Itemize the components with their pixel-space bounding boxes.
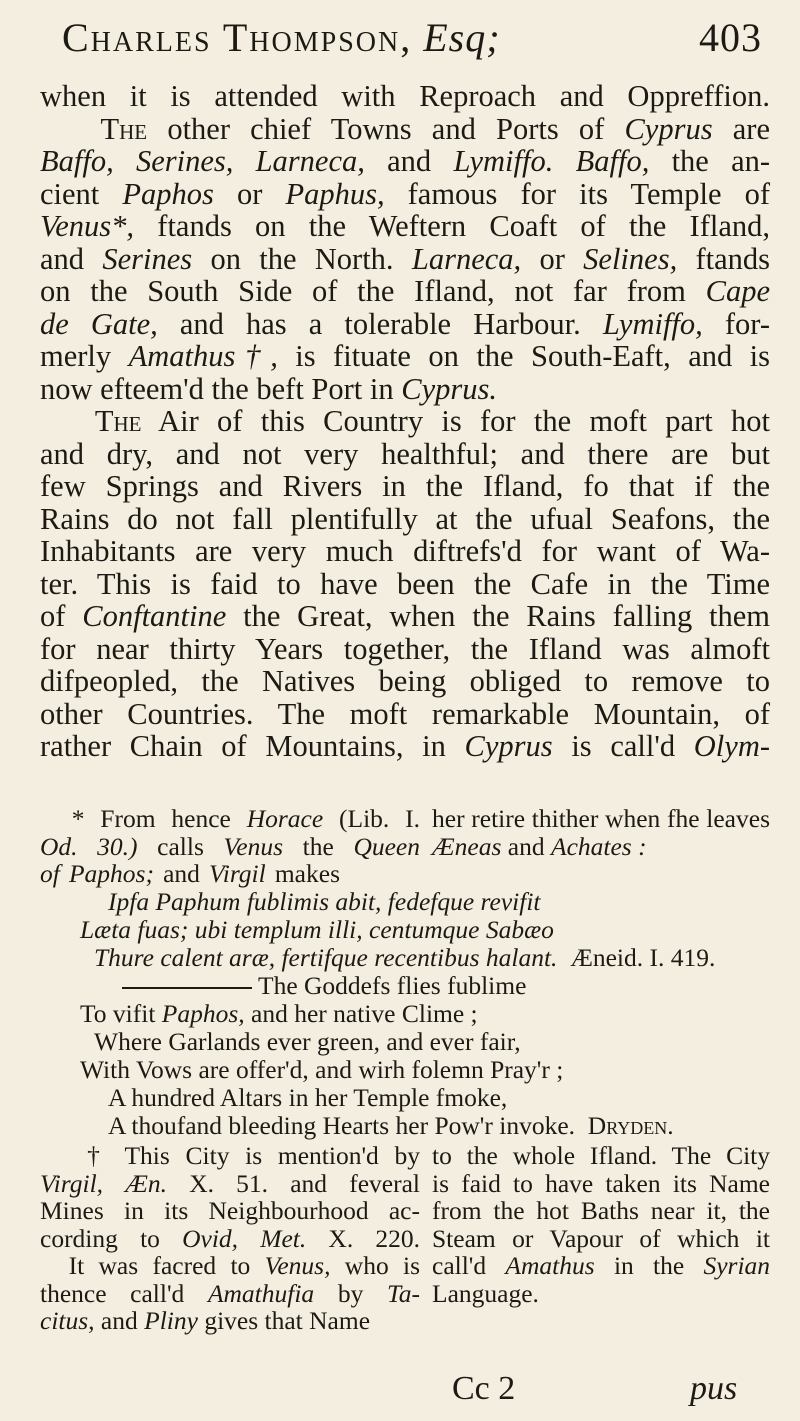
main-text [40, 80, 770, 763]
verse-line: A hundred Altars in her Temple fmoke, [108, 1083, 508, 1112]
footnote-row: † This City is mention'd by to the whole Ifland. The City [87, 1141, 770, 1170]
text-line: when it is attended with Reproach and Oppreffion. [40, 79, 770, 113]
footnote-row: citus, and Pliny gives that Name [40, 1306, 371, 1335]
text-line: merly Amathus†, is fituate on the South-Eaft, and is [40, 339, 771, 373]
text-line: Venus*, ftands on the Weftern Coaft of the Ifland, [40, 209, 770, 243]
text-line: difpeopled, the Natives being obliged to remove to [40, 664, 770, 698]
text-line: of Conftantine the Great, when the Rains falling them [40, 599, 771, 633]
rule-line [122, 987, 252, 989]
text-line: now efteem'd the beft Port in Cyprus. [40, 371, 497, 406]
text-line: cient Paphos or Paphus, famous for its Temple of [40, 176, 770, 211]
footnote-row: * From hence Horace (Lib. I. her retire thither when fhe leaves [71, 804, 770, 833]
page-number: 403 [699, 15, 762, 60]
running-title: Charles Thompson, [62, 15, 413, 60]
footnote-row: Virgil, Æn. X. 51. and feveral is faid to have taken its Name [40, 1168, 770, 1198]
text-line: de Gate, and has a tolerable Harbour. Lymiffo, for- [40, 306, 770, 341]
footnote-row: Mines in its Neighbourhood ac- from the hot Baths near it, the [40, 1196, 770, 1225]
verse-line: Thure calent aræ, fertifque recentibus halant. Æneid. I. 419. [94, 943, 716, 972]
verse-line: Where Garlands ever green, and ever fair, [94, 1027, 521, 1056]
text-line: Baffo, Serines, Larneca, and Lymiffo. Baffo, the an- [40, 144, 771, 178]
text-line: few Springs and Rivers in the Ifland, fo that if the [40, 469, 770, 503]
text-line: Rains do not fall plentifully at the ufual Seafons, the [40, 501, 770, 536]
footnote-row: It was facred to Venus, who is call'd Amathus in the Syrian [68, 1251, 771, 1280]
text-line: on the South Side of the Ifland, not far from Cape [40, 274, 771, 308]
footnote-row: of Paphos; and Virgil makes [40, 859, 340, 888]
footnote-row: Od. 30.) calls Venus the Queen Æneas and Achates : [40, 831, 647, 861]
text-line: ter. This is faid to have been the Cafe in the Time [40, 566, 770, 601]
catchword: pus [690, 1370, 738, 1407]
footnote-row: thence call'd Amathufia by Ta- Language. [40, 1278, 539, 1308]
verse-line: With Vows are offer'd, and wirh folemn Pray'r ; [80, 1055, 564, 1084]
verse-line: The Goddefs flies fublime [122, 972, 526, 1000]
text-line: and dry, and not very healthful; and there are but [40, 436, 770, 471]
text-line: The other chief Towns and Ports of Cyprus are [100, 111, 770, 146]
running-title-esq: Esq; [423, 15, 501, 60]
footnote-columns [40, 1142, 770, 1335]
footnote-row: cording to Ovid, Met. X. 220. Steam or Vapour of which it [40, 1223, 770, 1253]
text-line: for near thirty Years together, the Ifland was almoft [40, 631, 770, 666]
text-line: other Countries. The moft remarkable Mountain, of [40, 696, 770, 731]
text-line: rather Chain of Mountains, in Cyprus is call'd Olym- [40, 729, 771, 763]
footnotes [40, 804, 771, 1335]
verse-line: To vifit Paphos, and her native Clime ; [80, 999, 478, 1028]
verse-line: Læta fuas; ubi templum illi, centumque Sabæo [80, 915, 554, 944]
text-line: and Serines on the North. Larneca, or Selines, ftands [40, 241, 771, 276]
verse-line: A thoufand bleeding Hearts her Pow'r invoke. Dryden. [108, 1111, 674, 1140]
running-head [62, 14, 762, 74]
text-line: Inhabitants are very much diftrefs'd for want of Wa- [40, 534, 770, 568]
text-line: The Air of this Country is for the moft part hot [94, 404, 770, 438]
verse-line: Ipfa Paphum fublimis abit, fedefque revifit [108, 887, 541, 916]
signature-mark: Cc 2 [452, 1370, 516, 1407]
